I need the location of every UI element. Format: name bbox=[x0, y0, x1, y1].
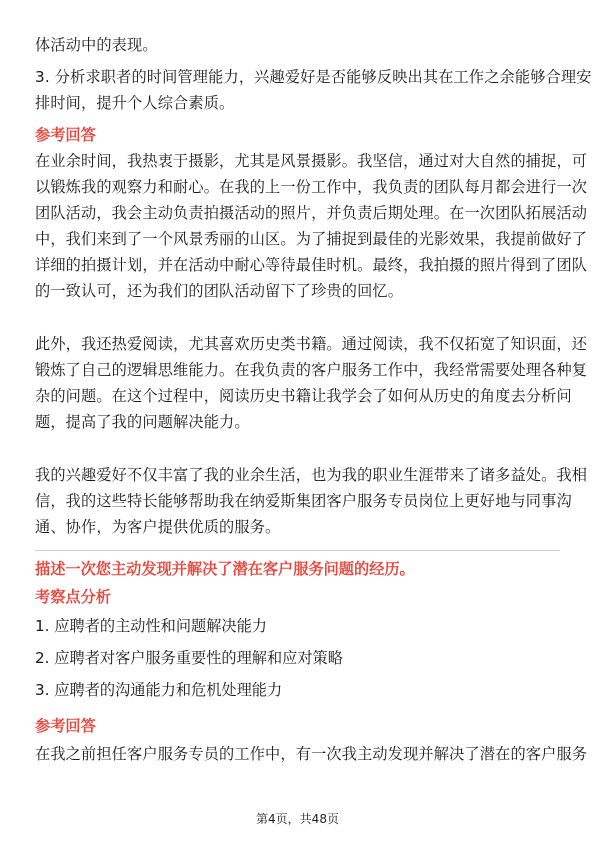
paragraph-line: 题，提高了我的问题解决能力。 bbox=[35, 413, 250, 431]
analysis-item: 2. 应聘者对客户服务重要性的理解和应对策略 bbox=[35, 649, 343, 667]
document-page bbox=[35, 32, 592, 767]
analysis-heading: 考察点分析 bbox=[35, 588, 111, 606]
answer-heading: 参考回答 bbox=[35, 717, 96, 735]
paragraph-line: 通、协作，为客户提供优质的服务。 bbox=[35, 518, 281, 536]
paragraph-line: 信，我的这些特长能够帮助我在纳爱斯集团客户服务专员岗位上更好地与同事沟 bbox=[35, 492, 572, 510]
section-divider bbox=[35, 550, 560, 551]
paragraph-line: 在我之前担任客户服务专员的工作中，有一次我主动发现并解决了潜在的客户服务 bbox=[35, 745, 588, 763]
paragraph-line: 锻炼了自己的逻辑思维能力。在我负责的客户服务工作中，我经常需要处理各种复 bbox=[35, 361, 588, 379]
paragraph-line: 详细的拍摄计划，并在活动中耐心等待最佳时机。最终，我拍摄的照片得到了团队 bbox=[35, 256, 588, 274]
paragraph-line: 在业余时间，我热衷于摄影，尤其是风景摄影。我坚信，通过对大自然的捕捉，可 bbox=[35, 152, 588, 170]
analysis-item: 1. 应聘者的主动性和问题解决能力 bbox=[35, 617, 267, 635]
paragraph-line: 的一致认可，还为我们的团队活动留下了珍贵的回忆。 bbox=[35, 282, 404, 300]
paragraph-line: 杂的问题。在这个过程中，阅读历史书籍让我学会了如何从历史的角度去分析问 bbox=[35, 387, 572, 405]
answer-heading: 参考回答 bbox=[35, 126, 96, 144]
question-title: 描述一次您主动发现并解决了潜在客户服务问题的经历。 bbox=[35, 560, 415, 578]
intro-line: 排时间，提升个人综合素质。 bbox=[35, 94, 235, 112]
paragraph-line: 以锻炼我的观察力和耐心。在我的上一份工作中，我负责的团队每月都会进行一次 bbox=[35, 178, 588, 196]
analysis-item: 3. 应聘者的沟通能力和危机处理能力 bbox=[35, 681, 283, 699]
paragraph-line: 团队活动，我会主动负责拍摄活动的照片，并负责后期处理。在一次团队拓展活动 bbox=[35, 204, 588, 222]
page-number: 第4页，共48页 bbox=[256, 812, 339, 826]
paragraph-line: 我的兴趣爱好不仅丰富了我的业余生活，也为我的职业生涯带来了诸多益处。我相 bbox=[35, 466, 588, 484]
paragraph-line: 中，我们来到了一个风景秀丽的山区。为了捕捉到最佳的光影效果，我提前做好了 bbox=[35, 230, 588, 248]
intro-line: 3. 分析求职者的时间管理能力，兴趣爱好是否能够反映出其在工作之余能够合理安 bbox=[35, 68, 592, 86]
paragraph-line: 此外，我还热爱阅读，尤其喜欢历史类书籍。通过阅读，我不仅拓宽了知识面，还 bbox=[35, 335, 588, 353]
intro-line: 体活动中的表现。 bbox=[35, 36, 158, 54]
